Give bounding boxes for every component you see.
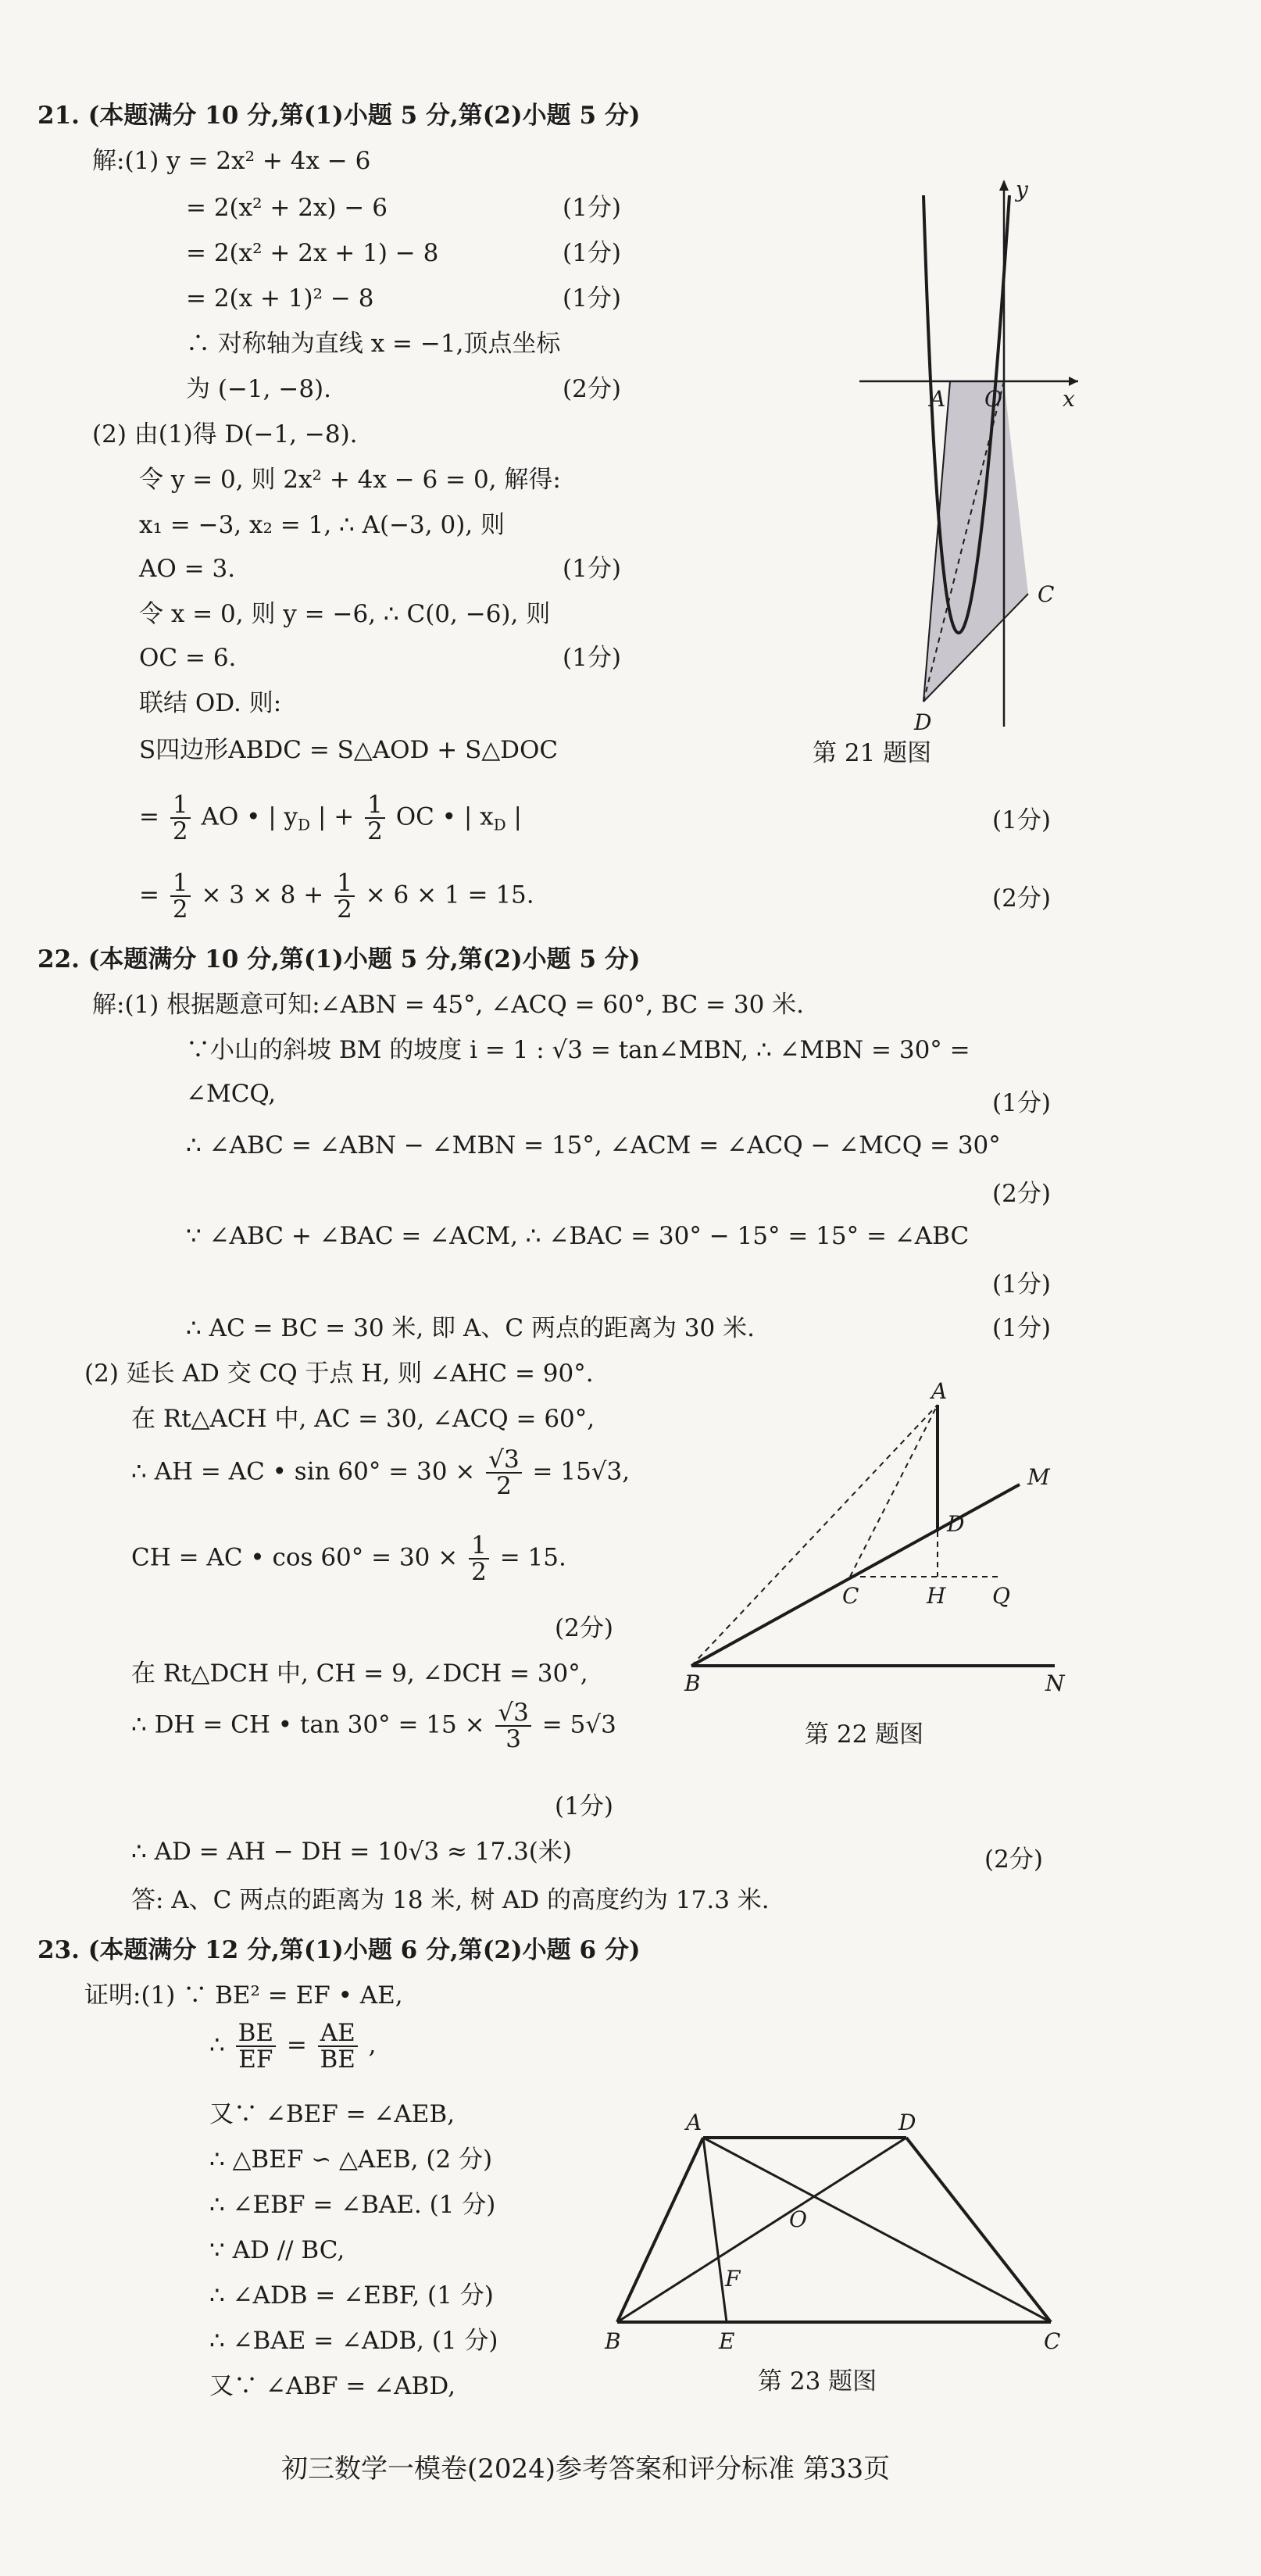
q21-line: OC = 6. [139, 644, 237, 672]
label-E: E [719, 2328, 735, 2354]
q22-line: ∴ AD = AH − DH = 10√3 ≈ 17.3(米) [131, 1838, 572, 1866]
q21-points: (1分) [563, 239, 621, 267]
segment-BA [691, 1405, 938, 1666]
label-x: x [1063, 386, 1075, 412]
label-N: N [1045, 1670, 1065, 1696]
figure-23-trapezoid [602, 2110, 1070, 2360]
q21-points: (2分) [992, 884, 1051, 913]
x-axis-arrow [1069, 377, 1078, 386]
q22-line: 解:(1) 根据题意可知:∠ABN = 45°, ∠ACQ = 60°, BC = 30 米. [92, 991, 805, 1019]
q21-line: 解:(1) y = 2x² + 4x − 6 [92, 147, 371, 175]
fraction: $\frac{1}{2}$ [334, 870, 355, 922]
fraction: $\frac{AE}{BE}$ [318, 2020, 358, 2072]
q22-points: (1分) [992, 1089, 1051, 1117]
q22-points: (2分) [555, 1614, 613, 1642]
q22-line: 在 Rt△ACH 中, AC = 30, ∠ACQ = 60°, [131, 1405, 595, 1433]
q21-line: 为 (−1, −8). [186, 375, 331, 403]
label-C: C [1044, 2328, 1061, 2354]
q21-points: (1分) [563, 555, 621, 583]
q21-line: ∴ 对称轴为直线 x = −1,顶点坐标 [186, 330, 561, 358]
figure-22-caption: 第 22 题图 [805, 1720, 924, 1749]
fraction: $\frac{1}{2}$ [365, 792, 385, 844]
q23-line: ∴ ∠EBF = ∠BAE. (1 分) [209, 2191, 496, 2219]
q22-header: 22. (本题满分 10 分,第(1)小题 5 分,第(2)小题 5 分) [38, 945, 641, 974]
q21-line: = 2(x² + 2x + 1) − 8 [186, 239, 439, 267]
q21-points: (1分) [992, 806, 1051, 834]
label-A: A [686, 2110, 702, 2135]
label-D: D [947, 1511, 965, 1537]
label-C: C [1038, 581, 1055, 607]
label-A: A [930, 386, 946, 412]
q22-line: (2) 延长 AD 交 CQ 于点 H, 则 ∠AHC = 90°. [84, 1359, 594, 1388]
segment-DC [906, 2138, 1051, 2322]
q21-line-fraction: = $\frac{1}{2}$ AO • | $y_D$ | + $\frac{1}{2}$ OC • | $x_D$ | [139, 791, 522, 845]
label-B: B [684, 1670, 701, 1696]
q23-header: 23. (本题满分 12 分,第(1)小题 6 分,第(2)小题 6 分) [38, 1936, 641, 1964]
figure-23-caption: 第 23 题图 [758, 2367, 877, 2396]
y-axis-arrow [999, 180, 1009, 191]
q21-line: 令 x = 0, 则 y = −6, ∴ C(0, −6), 则 [139, 600, 551, 628]
q22-line: ∴ ∠ABC = ∠ABN − ∠MBN = 15°, ∠ACM = ∠ACQ − ∠MCQ = 30° [186, 1131, 1001, 1159]
q21-points: (2分) [563, 375, 621, 403]
segment-AE [703, 2138, 727, 2322]
fraction: $\frac{√3}{2}$ [486, 1447, 521, 1499]
q22-points: (2分) [992, 1180, 1051, 1208]
q22-line: 在 Rt△DCH 中, CH = 9, ∠DCH = 30°, [131, 1660, 588, 1688]
q23-line: ∴ ∠ADB = ∠EBF, (1 分) [209, 2281, 494, 2310]
q22-line-fraction: ∴ DH = CH • tan 30° = 15 × $\frac{√3}{3}$ = 5√3 [131, 1699, 616, 1753]
q23-line: 证明:(1) ∵ BE² = EF • AE, [84, 1981, 403, 2010]
q22-points: (1分) [992, 1270, 1051, 1299]
q22-line: ∵小山的斜坡 BM 的坡度 i = 1 : √3 = tan∠MBN, ∴ ∠MBN = 30° = [186, 1036, 970, 1064]
figure-21-caption: 第 21 题图 [813, 739, 932, 767]
label-D: D [898, 2110, 916, 2135]
q23-line: ∵ AD // BC, [209, 2236, 345, 2264]
label-F: F [725, 2266, 741, 2292]
figure-21-parabola [852, 172, 1086, 734]
q21-line-fraction: = $\frac{1}{2}$ × 3 × 8 + $\frac{1}{2}$ × 6 × 1 = 15. [139, 869, 534, 924]
segment-CA [850, 1405, 938, 1577]
q21-line: (2) 由(1)得 D(−1, −8). [92, 420, 358, 448]
q23-line: 又∵ ∠BEF = ∠AEB, [209, 2100, 455, 2128]
q22-line: ∠MCQ, [186, 1080, 277, 1108]
q21-header: 21. (本题满分 10 分,第(1)小题 5 分,第(2)小题 5 分) [38, 102, 641, 130]
diagonal-AC [703, 2138, 1051, 2322]
q22-line: 答: A、C 两点的距离为 18 米, 树 AD 的高度约为 17.3 米. [131, 1886, 770, 1914]
fraction: $\frac{BE}{EF}$ [236, 2020, 276, 2072]
label-D: D [914, 709, 932, 734]
q23-line: ∴ ∠BAE = ∠ADB, (1 分) [209, 2327, 498, 2355]
q21-line: 令 y = 0, 则 2x² + 4x − 6 = 0, 解得: [139, 466, 561, 494]
fraction: $\frac{1}{2}$ [469, 1533, 489, 1585]
q22-points: (1分) [555, 1792, 613, 1820]
q21-points: (1分) [563, 194, 621, 222]
fraction: $\frac{√3}{3}$ [495, 1700, 530, 1752]
q23-line-fraction: ∴ $\frac{BE}{EF}$ = $\frac{AE}{BE}$ , [209, 2019, 377, 2074]
q21-points: (1分) [563, 284, 621, 313]
q22-points: (1分) [992, 1314, 1051, 1342]
line-BM [691, 1485, 1020, 1666]
label-C: C [842, 1583, 859, 1609]
q22-points: (2分) [984, 1845, 1043, 1874]
label-Q: Q [992, 1583, 1010, 1609]
label-O: O [984, 386, 1002, 412]
page-footer: 初三数学一模卷(2024)参考答案和评分标准 第33页 [281, 2453, 891, 2485]
fraction: $\frac{1}{2}$ [170, 792, 191, 844]
q22-line: ∵ ∠ABC + ∠BAC = ∠ACM, ∴ ∠BAC = 30° − 15° = 15° = ∠ABC [186, 1222, 970, 1250]
fraction: $\frac{1}{2}$ [170, 870, 191, 922]
q21-line: = 2(x + 1)² − 8 [186, 284, 374, 313]
q23-line: ∴ △BEF ∽ △AEB, (2 分) [209, 2145, 493, 2174]
q21-line: 联结 OD. 则: [139, 689, 282, 717]
q21-line: = 2(x² + 2x) − 6 [186, 194, 388, 222]
label-H: H [927, 1583, 946, 1609]
label-y: y [1016, 177, 1028, 202]
q22-line-fraction: CH = AC • cos 60° = 30 × $\frac{1}{2}$ = 15. [131, 1531, 566, 1586]
label-A: A [931, 1378, 948, 1404]
q21-line: S四边形ABDC = S△AOD + S△DOC [139, 736, 559, 764]
q21-points: (1分) [563, 644, 621, 672]
label-M: M [1027, 1464, 1050, 1490]
q22-line-fraction: ∴ AH = AC • sin 60° = 30 × $\frac{√3}{2}$ = 15√3, [131, 1445, 630, 1500]
q22-line: ∴ AC = BC = 30 米, 即 A、C 两点的距离为 30 米. [186, 1314, 755, 1342]
q21-line: x₁ = −3, x₂ = 1, ∴ A(−3, 0), 则 [139, 511, 505, 539]
label-O: O [789, 2206, 807, 2232]
label-B: B [605, 2328, 621, 2354]
q21-line: AO = 3. [139, 555, 236, 583]
q23-line: 又∵ ∠ABF = ∠ABD, [209, 2372, 455, 2400]
figure-22-slope [672, 1375, 1078, 1703]
